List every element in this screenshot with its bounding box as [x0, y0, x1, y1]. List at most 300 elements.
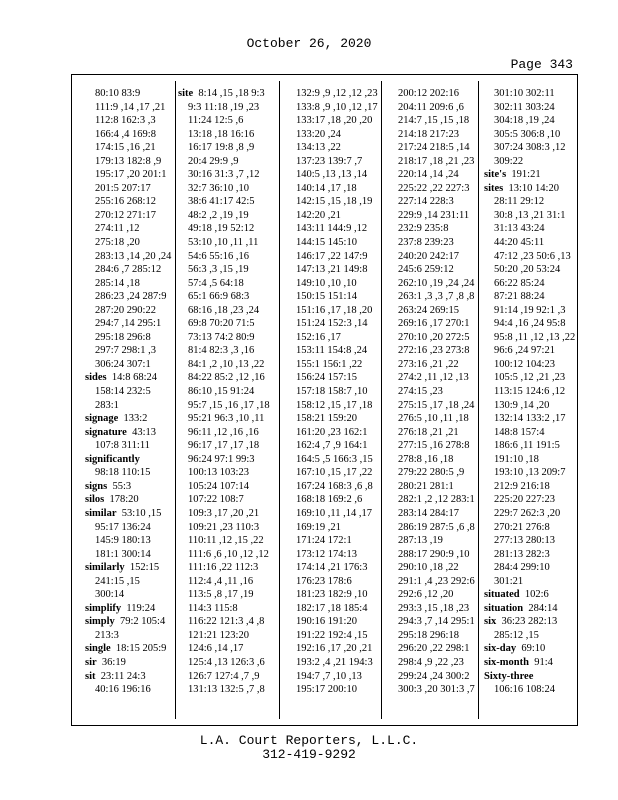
- index-line: [484, 222, 585, 236]
- page-line-refs: 23:11 24:3: [100, 670, 146, 682]
- index-line: [178, 670, 279, 684]
- index-term: similarly: [85, 562, 125, 574]
- index-line: [484, 453, 585, 467]
- page-line-refs: 168:18 169:2 ,6: [296, 494, 363, 506]
- index-line: [484, 548, 585, 562]
- page-line-refs: 147:13 ,21 149:8: [296, 264, 368, 276]
- page-line-refs: 36:19: [101, 656, 126, 668]
- index-line: [388, 575, 489, 589]
- page-line-refs: 299:24 ,24 300:2: [398, 670, 470, 682]
- index-line: [388, 358, 489, 372]
- index-line: [484, 629, 585, 643]
- index-line: [286, 670, 387, 684]
- page-line-refs: 112:8 162:3 ,3: [95, 115, 156, 127]
- index-line: [178, 317, 279, 331]
- index-column-1: [85, 87, 186, 697]
- page-line-refs: 94:4 ,16 ,24 95:8: [494, 318, 566, 330]
- word-index-frame: [71, 74, 578, 726]
- index-line: [178, 493, 279, 507]
- index-line: [178, 263, 279, 277]
- page-line-refs: 130:9 ,14 ,20: [494, 399, 550, 411]
- page-line-refs: 270:12 271:17: [95, 209, 156, 221]
- index-line: [286, 290, 387, 304]
- index-term: six-day: [484, 643, 517, 655]
- index-line: [286, 642, 387, 656]
- index-line: [388, 548, 489, 562]
- index-line: [178, 250, 279, 264]
- page-line-refs: 171:24 172:1: [296, 535, 352, 547]
- index-line: [484, 304, 585, 318]
- index-line: [286, 250, 387, 264]
- index-line: [178, 87, 279, 101]
- page-line-refs: 192:16 ,17 ,20 ,21: [296, 643, 373, 655]
- index-line: [484, 182, 585, 196]
- page-line-refs: 232:9 235:8: [398, 223, 449, 235]
- index-line: [484, 534, 585, 548]
- index-term: similar: [85, 507, 117, 519]
- index-column-3: [286, 87, 387, 697]
- index-line: [85, 561, 186, 575]
- page-line-refs: 190:16 191:20: [296, 616, 357, 628]
- index-line: [484, 263, 585, 277]
- index-line: [484, 155, 585, 169]
- page-line-refs: 96:24 97:1 99:3: [188, 453, 255, 465]
- page-line-refs: 53:10 ,15: [121, 507, 162, 519]
- index-line: [178, 561, 279, 575]
- page-line-refs: 298:4 ,9 ,22 ,23: [398, 656, 464, 668]
- index-line: [286, 358, 387, 372]
- page-line-refs: 294:7 ,14 295:1: [95, 318, 162, 330]
- index-line: [85, 182, 186, 196]
- index-line: [286, 615, 387, 629]
- page-line-refs: 79:2 105:4: [120, 616, 166, 628]
- page-line-refs: 73:13 74:2 80:9: [188, 331, 255, 343]
- page-line-refs: 69:8 70:20 71:5: [188, 318, 255, 330]
- index-line: [85, 670, 186, 684]
- index-term: situated: [484, 589, 520, 601]
- index-line: [286, 371, 387, 385]
- page-line-refs: 43:13: [132, 426, 156, 438]
- page-line-refs: 218:17 ,18 ,21 ,23: [398, 155, 475, 167]
- index-line: [484, 656, 585, 670]
- page-line-refs: 86:10 ,15 91:24: [188, 386, 255, 398]
- page-line-refs: 169:10 ,11 ,14 ,17: [296, 507, 373, 519]
- page-line-refs: 100:13 103:23: [188, 467, 249, 479]
- index-line: [286, 317, 387, 331]
- reporter-phone: 312-419-9292: [262, 747, 356, 762]
- index-line: [484, 575, 585, 589]
- page-line-refs: 57:4 ,5 64:18: [188, 277, 244, 289]
- index-line: [85, 250, 186, 264]
- index-line: [388, 277, 489, 291]
- index-line: [85, 439, 186, 453]
- index-line: [85, 155, 186, 169]
- index-line: [85, 588, 186, 602]
- page-line-refs: 100:12 104:23: [494, 358, 555, 370]
- page-line-refs: 307:24 308:3 ,12: [494, 142, 566, 154]
- page-line-refs: 20:4 29:9 ,9: [188, 155, 239, 167]
- column-divider: [279, 81, 280, 719]
- page-line-refs: 306:24 307:1: [95, 358, 151, 370]
- page-line-refs: 174:15 ,16 ,21: [95, 142, 156, 154]
- index-line: [286, 114, 387, 128]
- index-line: [85, 101, 186, 115]
- index-term: sites: [484, 182, 504, 194]
- page-line-refs: 111:6 ,6 ,10 ,12 ,12: [188, 548, 269, 560]
- index-line: [286, 331, 387, 345]
- page-line-refs: 281:13 282:3: [494, 548, 550, 560]
- index-line: [178, 453, 279, 467]
- index-line: [484, 426, 585, 440]
- page-line-refs: 31:13 43:24: [494, 223, 545, 235]
- page-line-refs: 173:12 174:13: [296, 548, 357, 560]
- page-line-refs: 158:21 159:20: [296, 413, 357, 425]
- page-line-refs: 111:9 ,14 ,17 ,21: [95, 101, 166, 113]
- index-line: [286, 466, 387, 480]
- index-line: [388, 602, 489, 616]
- page-line-refs: 144:15 145:10: [296, 237, 357, 249]
- index-line: [388, 615, 489, 629]
- page-line-refs: 9:3 11:18 ,19 ,23: [188, 101, 260, 113]
- index-line: [286, 480, 387, 494]
- page-line-refs: 229:7 262:3 ,20: [494, 507, 561, 519]
- page-line-refs: 270:21 276:8: [494, 521, 550, 533]
- page-line-refs: 181:1 300:14: [95, 548, 151, 560]
- page-line-refs: 56:3 ,3 ,15 ,19: [188, 264, 249, 276]
- index-line: [85, 575, 186, 589]
- page-line-refs: 114:3 115:8: [188, 602, 238, 614]
- page-line-refs: 126:7 127:4 ,7 ,9: [188, 670, 260, 682]
- index-line: [484, 141, 585, 155]
- index-line: [286, 575, 387, 589]
- page-line-refs: 125:4 ,13 126:3 ,6: [188, 656, 265, 668]
- page-line-refs: 96:11 ,12 ,16 ,16: [188, 426, 259, 438]
- page-line-refs: 133:2: [123, 413, 148, 425]
- reporter-name: L.A. Court Reporters, L.L.C.: [199, 733, 419, 748]
- page-line-refs: 300:14: [95, 589, 125, 601]
- index-term: six: [484, 616, 497, 628]
- page-line-refs: 167:10 ,15 ,17 ,22: [296, 467, 373, 479]
- index-line: [484, 670, 585, 684]
- index-line: [286, 453, 387, 467]
- index-line: [85, 87, 186, 101]
- index-line: [388, 209, 489, 223]
- index-line: [178, 331, 279, 345]
- page-line-refs: 193:2 ,4 ,21 194:3: [296, 656, 373, 668]
- index-line: [286, 493, 387, 507]
- index-line: [484, 358, 585, 372]
- index-line: [388, 588, 489, 602]
- index-line: [388, 114, 489, 128]
- index-line: [85, 642, 186, 656]
- index-line: [85, 683, 186, 697]
- page-line-refs: 282:1 ,2 ,12 283:1: [398, 494, 475, 506]
- index-line: [388, 290, 489, 304]
- index-line: [85, 344, 186, 358]
- page-line-refs: 105:24 107:14: [188, 480, 249, 492]
- page-line-refs: 286:19 287:5 ,6 ,8: [398, 521, 475, 533]
- page-line-refs: 212:9 216:18: [494, 480, 550, 492]
- index-line: [85, 358, 186, 372]
- page-line-refs: 16:17 19:8 ,8 ,9: [188, 142, 255, 154]
- index-line: [388, 101, 489, 115]
- index-line: [85, 195, 186, 209]
- page-line-refs: 241:15 ,15: [95, 575, 140, 587]
- index-line: [484, 236, 585, 250]
- page-line-refs: 84:22 85:2 ,12 ,16: [188, 372, 265, 384]
- index-line: [388, 561, 489, 575]
- index-line: [484, 561, 585, 575]
- page-line-refs: 38:6 41:17 42:5: [188, 196, 255, 208]
- index-term: site: [178, 88, 194, 99]
- index-line: [178, 128, 279, 142]
- index-line: [388, 656, 489, 670]
- page-line-refs: 133:20 ,24: [296, 128, 341, 140]
- index-line: [388, 480, 489, 494]
- index-line: [178, 602, 279, 616]
- index-line: [388, 466, 489, 480]
- index-line: [85, 399, 186, 413]
- page-line-refs: 278:8 ,16 ,18: [398, 453, 454, 465]
- page-line-refs: 112:4 ,4 ,11 ,16: [188, 575, 254, 587]
- page-line-refs: 269:16 ,17 270:1: [398, 318, 470, 330]
- index-line: [484, 195, 585, 209]
- page-line-refs: 284:14: [528, 602, 558, 614]
- page-line-refs: 274:2 ,11 ,12 ,13: [398, 372, 469, 384]
- index-line: [484, 331, 585, 345]
- index-line: [286, 561, 387, 575]
- page-line-refs: 291:1 ,4 ,23 292:6: [398, 575, 475, 587]
- page-line-refs: 50:20 ,20 53:24: [494, 264, 561, 276]
- page-line-refs: 279:22 280:5 ,9: [398, 467, 465, 479]
- page-line-refs: 294:3 ,7 ,14 295:1: [398, 616, 475, 628]
- page-line-refs: 276:5 ,10 ,11 ,18: [398, 413, 469, 425]
- page-line-refs: 194:7 ,7 ,10 ,13: [296, 670, 362, 682]
- index-line: [286, 168, 387, 182]
- index-line: [178, 656, 279, 670]
- index-line: [178, 195, 279, 209]
- page-line-refs: 96:17 ,17 ,17 ,18: [188, 440, 260, 452]
- page-line-refs: 300:3 ,20 301:3 ,7: [398, 684, 475, 696]
- index-column-4: [388, 87, 489, 697]
- page-line-refs: 142:15 ,15 ,18 ,19: [296, 196, 373, 208]
- page-line-refs: 30:8 ,13 ,21 31:1: [494, 209, 566, 221]
- page-line-refs: 304:18 ,19 ,24: [494, 115, 555, 127]
- page-line-refs: 109:3 ,17 ,20 ,21: [188, 507, 260, 519]
- index-line: [85, 128, 186, 142]
- page-line-refs: 285:12 ,15: [494, 629, 539, 641]
- index-line: [484, 399, 585, 413]
- page-line-refs: 274:15 ,23: [398, 386, 443, 398]
- index-line: [484, 683, 585, 697]
- index-line: [85, 493, 186, 507]
- page-line-refs: 262:10 ,19 ,24 ,24: [398, 277, 475, 289]
- page-line-refs: 301:10 302:11: [494, 88, 555, 99]
- index-line: [178, 575, 279, 589]
- page-line-refs: 225:20 227:23: [494, 494, 555, 506]
- index-line: [178, 344, 279, 358]
- page-line-refs: 137:23 139:7 ,7: [296, 155, 363, 167]
- index-line: [286, 128, 387, 142]
- index-line: [178, 168, 279, 182]
- page-line-refs: 195:17 ,20 201:1: [95, 169, 167, 181]
- page-line-refs: 132:9 ,9 ,12 ,12 ,23: [296, 88, 378, 99]
- index-line: [484, 493, 585, 507]
- index-line: [178, 290, 279, 304]
- index-line: [484, 371, 585, 385]
- page-line-refs: 204:11 209:6 ,6: [398, 101, 464, 113]
- index-line: [178, 588, 279, 602]
- index-line: [286, 304, 387, 318]
- index-term: simply: [85, 616, 115, 628]
- index-term: signage: [85, 413, 119, 425]
- index-line: [178, 521, 279, 535]
- index-line: [388, 399, 489, 413]
- page-line-refs: 201:5 207:17: [95, 182, 151, 194]
- page-line-refs: 95:7 ,15 ,16 ,17 ,18: [188, 399, 270, 411]
- index-term: significantly: [85, 453, 140, 465]
- index-term: Sixty-three: [484, 670, 534, 682]
- index-line: [85, 656, 186, 670]
- index-line: [484, 101, 585, 115]
- page-line-refs: 286:23 ,24 287:9: [95, 291, 167, 303]
- page-line-refs: 111:16 ,22 112:3: [188, 562, 259, 574]
- page-line-refs: 166:4 ,4 169:8: [95, 128, 156, 140]
- index-line: [286, 195, 387, 209]
- page-line-refs: 158:12 ,15 ,17 ,18: [296, 399, 373, 411]
- page-line-refs: 302:11 303:24: [494, 101, 555, 113]
- index-line: [85, 426, 186, 440]
- index-line: [85, 615, 186, 629]
- page-line-refs: 81:4 82:3 ,3 ,16: [188, 345, 255, 357]
- index-line: [388, 629, 489, 643]
- page-line-refs: 106:16 108:24: [494, 684, 555, 696]
- index-line: [178, 642, 279, 656]
- page-line-refs: 200:12 202:16: [398, 88, 459, 99]
- index-line: [286, 588, 387, 602]
- page-line-refs: 109:21 ,23 110:3: [188, 521, 260, 533]
- page-line-refs: 107:22 108:7: [188, 494, 244, 506]
- index-line: [388, 642, 489, 656]
- page-line-refs: 272:16 ,23 273:8: [398, 345, 470, 357]
- page-line-refs: 151:16 ,17 ,18 ,20: [296, 304, 373, 316]
- index-line: [178, 399, 279, 413]
- index-line: [388, 87, 489, 101]
- index-line: [484, 209, 585, 223]
- page-line-refs: 132:14 133:2 ,17: [494, 413, 566, 425]
- index-line: [85, 521, 186, 535]
- page-line-refs: 95:21 96:3 ,10 ,11: [188, 413, 265, 425]
- index-line: [388, 222, 489, 236]
- index-line: [388, 168, 489, 182]
- page-line-refs: 121:21 123:20: [188, 629, 249, 641]
- index-term: silos: [85, 494, 105, 506]
- page-line-refs: 191:21: [511, 169, 541, 181]
- index-line: [484, 277, 585, 291]
- index-line: [484, 128, 585, 142]
- index-line: [484, 344, 585, 358]
- page-line-refs: 47:12 ,23 50:6 ,13: [494, 250, 571, 262]
- index-line: [484, 250, 585, 264]
- index-line: [85, 304, 186, 318]
- index-line: [85, 507, 186, 521]
- page-line-refs: 295:18 296:8: [95, 331, 151, 343]
- page-line-refs: 284:6 ,7 285:12: [95, 264, 162, 276]
- page-line-refs: 65:1 66:9 68:3: [188, 291, 250, 303]
- page-line-refs: 283:1: [95, 399, 119, 411]
- index-line: [85, 602, 186, 616]
- page-line-refs: 275:15 ,17 ,18 ,24: [398, 399, 475, 411]
- page-line-refs: 263:24 269:15: [398, 304, 459, 316]
- index-column-2: [178, 87, 279, 697]
- page-line-refs: 49:18 ,19 52:12: [188, 223, 255, 235]
- page-line-refs: 164:5 ,5 166:3 ,15: [296, 453, 373, 465]
- page-line-refs: 151:24 152:3 ,14: [296, 318, 368, 330]
- page-line-refs: 149:10 ,10 ,10: [296, 277, 357, 289]
- page-line-refs: 229:9 ,14 231:11: [398, 209, 470, 221]
- page-line-refs: 95:17 136:24: [95, 521, 151, 533]
- index-line: [178, 371, 279, 385]
- index-line: [484, 412, 585, 426]
- index-line: [286, 141, 387, 155]
- page-line-refs: 283:13 ,14 ,20 ,24: [95, 250, 172, 262]
- page-line-refs: 133:17 ,18 ,20 ,20: [296, 115, 373, 127]
- index-line: [286, 629, 387, 643]
- index-column-5: [484, 87, 585, 697]
- page-line-refs: 195:17 200:10: [296, 684, 357, 696]
- index-line: [388, 182, 489, 196]
- index-line: [85, 141, 186, 155]
- index-line: [484, 168, 585, 182]
- index-line: [178, 507, 279, 521]
- page-line-refs: 80:10 83:9: [95, 88, 141, 99]
- page-line-refs: 152:16 ,17: [296, 331, 341, 343]
- page-line-refs: 148:8 157:4: [494, 426, 545, 438]
- index-line: [178, 534, 279, 548]
- page-line-refs: 290:10 ,18 ,22: [398, 562, 459, 574]
- index-line: [388, 534, 489, 548]
- index-line: [286, 439, 387, 453]
- index-line: [178, 466, 279, 480]
- page-line-refs: 14:8 68:24: [111, 372, 158, 384]
- index-line: [178, 182, 279, 196]
- page-line-refs: 191:10 ,18: [494, 453, 539, 465]
- index-line: [286, 602, 387, 616]
- index-line: [178, 439, 279, 453]
- page-line-refs: 8:14 ,15 ,18 9:3: [198, 88, 265, 99]
- page-line-refs: 280:21 281:1: [398, 480, 454, 492]
- page-line-refs: 157:18 158:7 ,10: [296, 386, 368, 398]
- page-line-refs: 155:1 156:1 ,22: [296, 358, 363, 370]
- index-line: [484, 114, 585, 128]
- page-line-refs: 176:23 178:6: [296, 575, 352, 587]
- page-line-refs: 131:13 132:5 ,7 ,8: [188, 684, 265, 696]
- index-line: [484, 615, 585, 629]
- page-line-refs: 28:11 29:12: [494, 196, 545, 208]
- page-line-refs: 245:6 259:12: [398, 264, 454, 276]
- page-line-refs: 277:13 280:13: [494, 535, 555, 547]
- index-line: [178, 615, 279, 629]
- index-line: [85, 385, 186, 399]
- index-line: [178, 480, 279, 494]
- page-line-refs: 140:14 ,17 ,18: [296, 182, 357, 194]
- index-line: [286, 385, 387, 399]
- page-line-refs: 84:1 ,2 ,10 ,13 ,22: [188, 358, 265, 370]
- page-line-refs: 174:14 ,21 176:3: [296, 562, 368, 574]
- index-term: signs: [85, 480, 108, 492]
- page-line-refs: 296:20 ,22 298:1: [398, 643, 470, 655]
- index-line: [178, 114, 279, 128]
